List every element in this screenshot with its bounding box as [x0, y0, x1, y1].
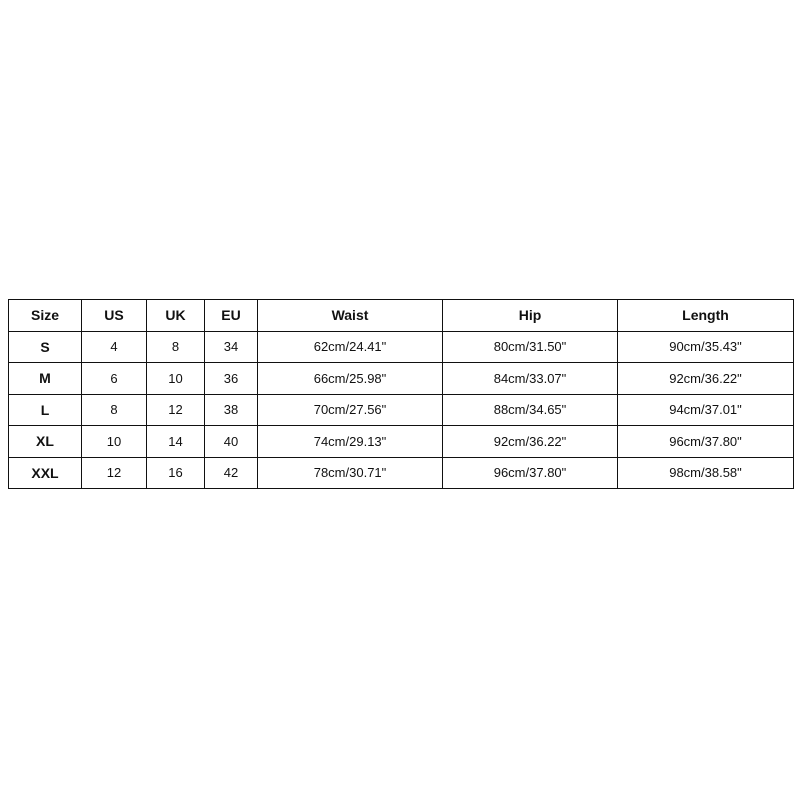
cell-waist: 78cm/30.71" [258, 457, 443, 489]
table-row [9, 457, 794, 489]
cell-length: 94cm/37.01" [618, 394, 794, 426]
cell-length: 90cm/35.43" [618, 331, 794, 363]
header-eu: EU [205, 300, 258, 332]
cell-size: M [9, 363, 82, 395]
cell-waist: 66cm/25.98" [258, 363, 443, 395]
cell-eu: 36 [205, 363, 258, 395]
cell-eu: 34 [205, 331, 258, 363]
cell-length: 98cm/38.58" [618, 457, 794, 489]
cell-length: 92cm/36.22" [618, 363, 794, 395]
table-row [9, 331, 794, 363]
cell-waist: 70cm/27.56" [258, 394, 443, 426]
cell-hip: 88cm/34.65" [443, 394, 618, 426]
header-length: Length [618, 300, 794, 332]
cell-waist: 62cm/24.41" [258, 331, 443, 363]
header-hip: Hip [443, 300, 618, 332]
header-waist: Waist [258, 300, 443, 332]
cell-uk: 14 [147, 426, 205, 458]
cell-length: 96cm/37.80" [618, 426, 794, 458]
cell-uk: 12 [147, 394, 205, 426]
cell-uk: 8 [147, 331, 205, 363]
cell-size: XL [9, 426, 82, 458]
cell-uk: 16 [147, 457, 205, 489]
cell-us: 4 [82, 331, 147, 363]
table-row [9, 363, 794, 395]
cell-eu: 40 [205, 426, 258, 458]
cell-hip: 92cm/36.22" [443, 426, 618, 458]
cell-size: L [9, 394, 82, 426]
header-row [9, 300, 794, 332]
cell-uk: 10 [147, 363, 205, 395]
table-row [9, 426, 794, 458]
cell-eu: 38 [205, 394, 258, 426]
table-row [9, 394, 794, 426]
header-uk: UK [147, 300, 205, 332]
cell-waist: 74cm/29.13" [258, 426, 443, 458]
cell-us: 12 [82, 457, 147, 489]
cell-us: 6 [82, 363, 147, 395]
header-us: US [82, 300, 147, 332]
cell-hip: 96cm/37.80" [443, 457, 618, 489]
cell-us: 8 [82, 394, 147, 426]
header-size: Size [9, 300, 82, 332]
cell-us: 10 [82, 426, 147, 458]
cell-eu: 42 [205, 457, 258, 489]
cell-size: S [9, 331, 82, 363]
size-chart-table [8, 299, 794, 489]
cell-size: XXL [9, 457, 82, 489]
cell-hip: 80cm/31.50" [443, 331, 618, 363]
cell-hip: 84cm/33.07" [443, 363, 618, 395]
